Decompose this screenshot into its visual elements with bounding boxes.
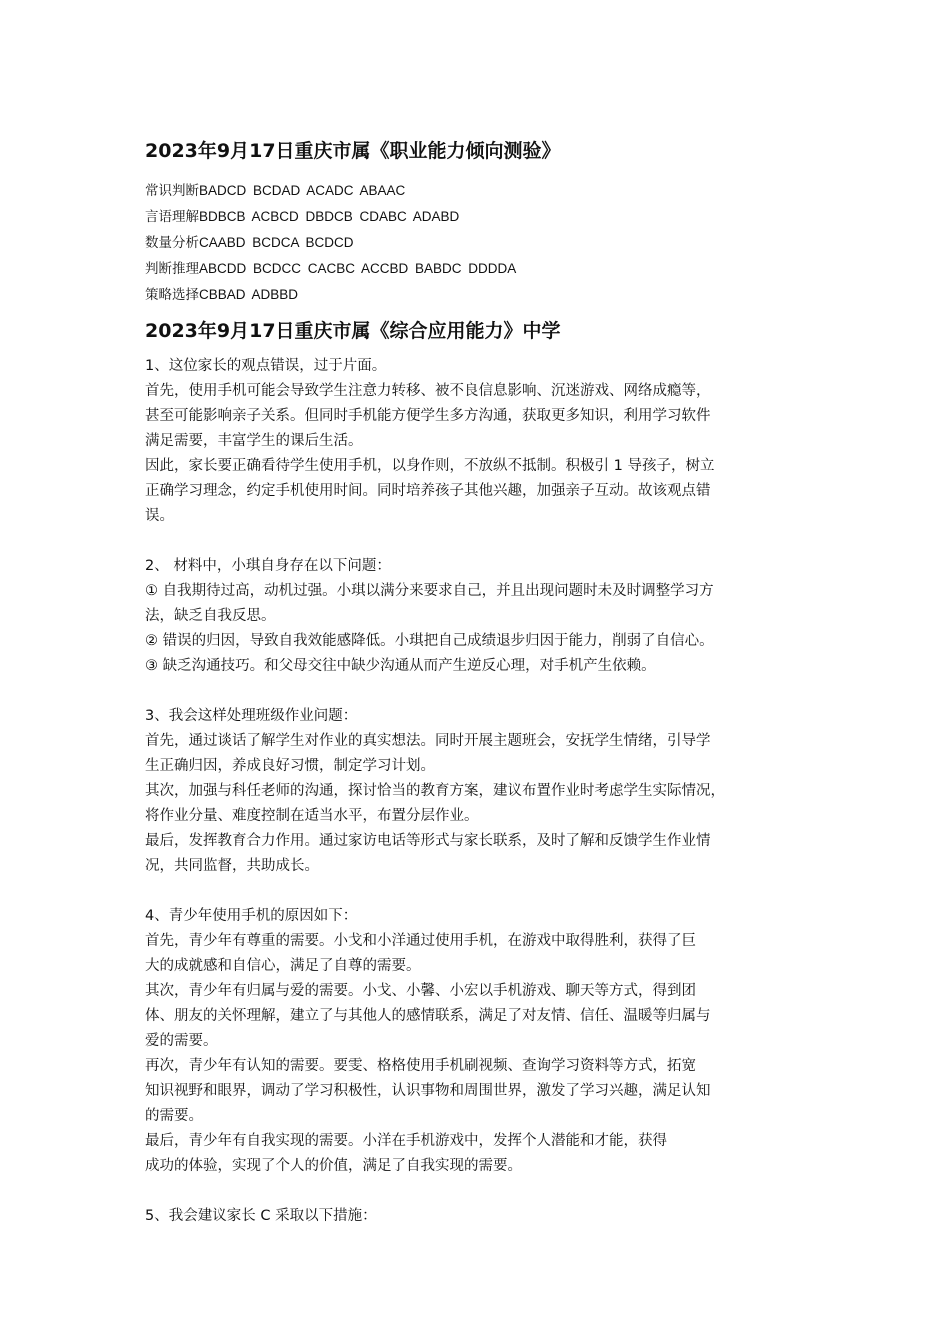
text-line: 首先，使用手机可能会导致学生注意力转移、被不良信息影响、沉迷游戏、网络成瘾等，	[145, 383, 711, 399]
text-line: ③ 缺乏沟通技巧。和父母交往中缺少沟通从而产生逆反心理，对手机产生依赖。	[145, 658, 656, 674]
answer-key	[145, 178, 825, 308]
text-line: 4、青少年使用手机的原因如下：	[145, 908, 358, 924]
answer-label: 数量分析	[145, 235, 199, 251]
text-line: ① 自我期待过高，动机过强。小琪以满分来要求自己，并且出现问题时未及时调整学习方	[145, 583, 714, 599]
text-line: 知识视野和眼界，调动了学习积极性，认识事物和周围世界，激发了学习兴趣，满足认知	[145, 1083, 711, 1099]
text-line: 大的成就感和自信心，满足了自尊的需要。	[145, 958, 421, 974]
text-line: 法，缺乏自我反思。	[145, 608, 276, 624]
text-line: ② 错误的归因，导致自我效能感降低。小琪把自己成绩退步归因于能力，削弱了自信心。	[145, 633, 714, 649]
text-line: 爱的需要。	[145, 1033, 218, 1049]
answer-section-2	[145, 554, 825, 679]
text-line: 首先，通过谈话了解学生对作业的真实想法。同时开展主题班会，安抚学生情绪，引导学	[145, 733, 711, 749]
spacer	[145, 1179, 825, 1204]
text-line: 体、朋友的关怀理解，建立了与其他人的感情联系，满足了对友情、信任、温暖等归属与	[145, 1008, 711, 1024]
text-line: 最后，发挥教育合力作用。通过家访电话等形式与家长联系，及时了解和反馈学生作业情	[145, 833, 711, 849]
answer-label: 言语理解	[145, 209, 199, 225]
text-line: 再次，青少年有认知的需要。要雯、格格使用手机刷视频、查询学习资料等方式，拓宽	[145, 1058, 696, 1074]
answer-label: 常识判断	[145, 183, 199, 199]
answer-line-common-sense	[145, 178, 825, 204]
answer-line-quantitative	[145, 230, 825, 256]
answer-codes: BADCD BCDAD ACADC ABAAC	[199, 183, 406, 198]
text-line: 1、这位家长的观点错误，过于片面。	[145, 358, 387, 374]
answer-section-3	[145, 704, 825, 879]
text-line: 其次，青少年有归属与爱的需要。小戈、小馨、小宏以手机游戏、聊天等方式，得到团	[145, 983, 696, 999]
text-line: 误。	[145, 508, 174, 524]
answer-codes: BDBCB ACBCD DBDCB CDABC ADABD	[199, 209, 460, 224]
answer-section-4	[145, 904, 825, 1179]
text-line: 3、我会这样处理班级作业问题：	[145, 708, 358, 724]
text-line: 正确学习理念，约定手机使用时间。同时培养孩子其他兴趣，加强亲子互动。故该观点错	[145, 483, 711, 499]
text-line: 生正确归因，养成良好习惯，制定学习计划。	[145, 758, 435, 774]
answer-section-1	[145, 354, 825, 529]
answer-codes: CAABD BCDCA BCDCD	[199, 235, 354, 250]
answer-label: 策略选择	[145, 287, 199, 303]
text-line: 因此，家长要正确看待学生使用手机，以身作则，不放纵不抵制。积极引 1 导孩子，树立	[145, 458, 715, 474]
text-line: 最后，青少年有自我实现的需要。小洋在手机游戏中，发挥个人潜能和才能，获得	[145, 1133, 667, 1149]
answer-section-5	[145, 1204, 825, 1229]
text-line: 2、 材料中，小琪自身存在以下问题：	[145, 558, 391, 574]
title-aptitude-test: 2023年9月17日重庆市属《职业能力倾向测验》	[145, 140, 561, 162]
answer-line-reasoning	[145, 256, 825, 282]
text-line: 况，共同监督，共助成长。	[145, 858, 319, 874]
document-page	[145, 138, 825, 1229]
text-line: 5、我会建议家长 C 采取以下措施：	[145, 1208, 377, 1224]
text-line: 将作业分量、难度控制在适当水平，布置分层作业。	[145, 808, 479, 824]
answer-codes: CBBAD ADBBD	[199, 287, 299, 302]
text-line: 甚至可能影响亲子关系。但同时手机能方便学生多方沟通，获取更多知识，利用学习软件	[145, 408, 711, 424]
answer-label: 判断推理	[145, 261, 199, 277]
spacer	[145, 679, 825, 704]
text-line: 满足需要，丰富学生的课后生活。	[145, 433, 363, 449]
answer-line-verbal	[145, 204, 825, 230]
text-line: 其次，加强与科任老师的沟通，探讨恰当的教育方案，建议布置作业时考虑学生实际情况，	[145, 783, 725, 799]
spacer	[145, 879, 825, 904]
spacer	[145, 529, 825, 554]
text-line: 成功的体验，实现了个人的价值，满足了自我实现的需要。	[145, 1158, 522, 1174]
text-line: 首先，青少年有尊重的需要。小戈和小洋通过使用手机，在游戏中取得胜利，获得了巨	[145, 933, 696, 949]
text-line: 的需要。	[145, 1108, 203, 1124]
title-comprehensive-test: 2023年9月17日重庆市属《综合应用能力》中学	[145, 320, 561, 342]
answer-codes: ABCDD BCDCC CACBC ACCBD BABDC DDDDA	[199, 261, 517, 276]
answer-line-strategy	[145, 282, 825, 308]
